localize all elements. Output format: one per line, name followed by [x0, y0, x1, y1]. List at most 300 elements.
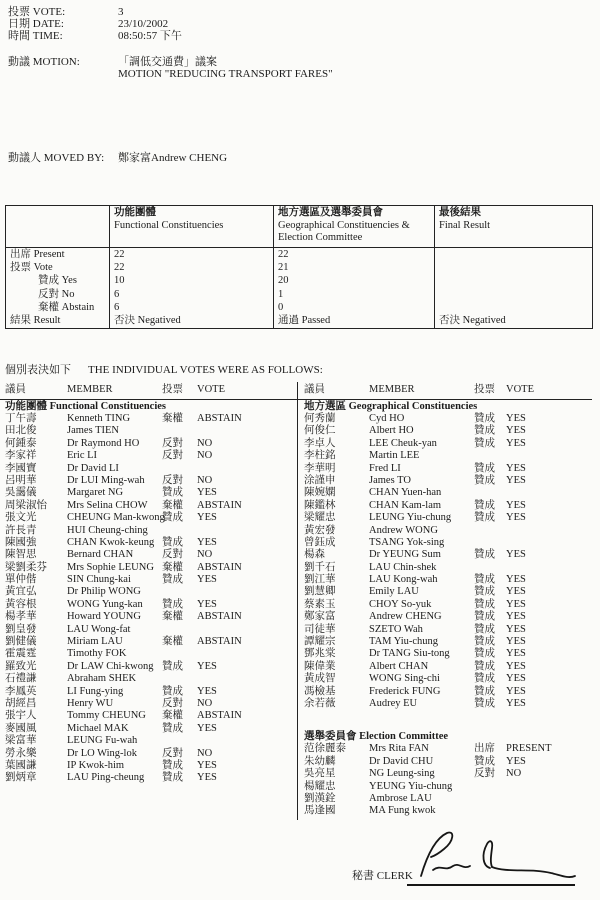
member-vote-cn: 贊成 — [474, 697, 495, 709]
summary-functional-value: 6 — [109, 288, 273, 301]
member-vote-en — [197, 624, 296, 636]
summary-row-label: 結果 Result — [10, 315, 61, 327]
member-name-cn: 劉江華 — [304, 574, 336, 586]
member-name-cn: 李柱銘 — [304, 450, 336, 462]
member-vote-en: YES — [506, 660, 526, 672]
member-vote-cn: 贊成 — [474, 755, 495, 767]
member-vote-row — [0, 698, 296, 710]
member-vote-cn: 贊成 — [162, 685, 183, 697]
member-vote-en: YES — [506, 685, 526, 697]
member-vote-row — [298, 562, 594, 574]
member-table-header-left — [0, 383, 296, 400]
summary-data-row — [6, 261, 592, 274]
member-name-cn: 丁午壽 — [5, 413, 37, 424]
member-vote-en: ABSTAIN — [197, 413, 242, 424]
member-vote-row — [298, 611, 594, 623]
member-vote-en: YES — [506, 499, 526, 511]
summary-geographical-value: 20 — [273, 274, 434, 287]
member-vote-row — [0, 574, 296, 586]
member-name-cn: 蔡素玉 — [304, 598, 336, 610]
summary-final-result-value: 否決 Negatived — [434, 314, 592, 327]
geographical-votes-column — [298, 383, 594, 818]
member-vote-cn: 棄權 — [162, 413, 183, 424]
member-vote-row — [0, 599, 296, 611]
summary-data-row — [6, 288, 592, 301]
date-label: 日期 DATE: — [8, 18, 64, 30]
member-name-en: Dr Philip WONG — [67, 586, 141, 598]
member-vote-cn — [474, 793, 506, 805]
member-name-en: NG Leung-sing — [369, 768, 435, 780]
summary-row-label: 投票 Vote — [10, 261, 53, 273]
individual-votes-title — [5, 364, 565, 376]
member-vote-cn: 贊成 — [474, 462, 495, 474]
member-name-cn: 楊耀忠 — [304, 780, 336, 792]
member-vote-en — [506, 793, 594, 805]
summary-final-result-value — [434, 274, 592, 287]
member-name-en: Tommy CHEUNG — [67, 710, 146, 722]
member-name-en: LI Fung-ying — [67, 685, 124, 697]
member-vote-en: YES — [197, 598, 217, 610]
member-vote-cn: 贊成 — [474, 685, 495, 697]
member-vote-en: NO — [197, 437, 213, 449]
member-name-en: IP Kwok-him — [67, 759, 125, 771]
member-vote-row — [298, 574, 594, 586]
member-name-en: James TIEN — [67, 425, 120, 437]
member-vote-cn: 贊成 — [162, 598, 183, 610]
motion-row — [8, 56, 568, 80]
motion-label: 動議 MOTION: — [8, 56, 80, 68]
summary-col-functional: 功能團體 Functional Constituencies — [109, 206, 273, 247]
moved-by-label: 動議人 MOVED BY: — [8, 152, 105, 164]
member-vote-en: YES — [197, 487, 217, 499]
member-vote-en: ABSTAIN — [197, 636, 242, 648]
member-vote-row — [0, 475, 296, 487]
member-name-cn: 劉漢銓 — [304, 792, 336, 804]
member-name-en: LEE Cheuk-yan — [369, 437, 437, 449]
member-name-cn: 許長青 — [5, 524, 37, 536]
member-name-en: CHAN Yuen-han — [369, 487, 442, 499]
member-vote-row — [298, 537, 594, 549]
member-vote-row — [0, 648, 296, 660]
member-name-en: Frederick FUNG — [369, 685, 441, 697]
member-vote-en: YES — [506, 623, 526, 635]
member-col-cn: 議員 — [304, 384, 325, 395]
member-vote-cn: 贊成 — [474, 512, 495, 524]
member-name-cn: 呂明華 — [5, 474, 37, 486]
member-vote-en — [197, 735, 296, 747]
member-vote-row — [298, 793, 594, 805]
member-name-en: Andrew WONG — [369, 524, 438, 536]
member-vote-en — [506, 450, 594, 462]
member-vote-en: YES — [506, 413, 526, 424]
member-vote-en: ABSTAIN — [197, 611, 242, 623]
member-vote-cn — [474, 562, 506, 574]
member-name-cn: 石禮謙 — [5, 673, 37, 685]
member-name-cn: 梁富華 — [5, 735, 37, 747]
member-name-cn: 譚耀宗 — [304, 636, 336, 648]
date-value: 23/10/2002 — [118, 18, 169, 30]
member-name-en: SZETO Wah — [369, 623, 423, 635]
member-vote-en: YES — [506, 462, 526, 474]
member-vote-row — [0, 772, 296, 784]
member-vote-en: NO — [197, 549, 213, 561]
member-name-cn: 范徐麗泰 — [304, 743, 346, 755]
member-name-en: Albert CHAN — [369, 660, 429, 672]
member-name-en: Margaret NG — [67, 487, 124, 499]
member-vote-en — [197, 648, 296, 660]
member-name-en: LAU Chin-shek — [369, 561, 437, 573]
member-name-cn: 麥國風 — [5, 722, 37, 734]
member-vote-en: NO — [506, 768, 522, 780]
member-col-en: MEMBER — [67, 384, 113, 395]
member-vote-cn — [162, 624, 197, 636]
member-name-cn: 羅致光 — [5, 660, 37, 672]
member-vote-cn: 贊成 — [162, 660, 183, 672]
member-vote-cn — [162, 463, 197, 475]
member-vote-cn: 贊成 — [474, 413, 495, 424]
member-vote-cn: 贊成 — [162, 722, 183, 734]
member-name-en: Albert HO — [369, 425, 414, 437]
clerk-signature-scribble — [403, 826, 578, 884]
member-name-en: CHOY So-yuk — [369, 598, 432, 610]
member-vote-cn: 贊成 — [162, 574, 183, 586]
member-vote-en: YES — [506, 549, 526, 561]
member-name-en: Cyd HO — [369, 413, 405, 424]
member-name-cn: 李鳳英 — [5, 685, 37, 697]
summary-row-label: 棄權 Abstain — [38, 302, 95, 314]
member-vote-cn: 棄權 — [162, 499, 183, 511]
member-name-en: Dr Raymond HO — [67, 437, 140, 449]
member-col-en: MEMBER — [369, 384, 415, 395]
summary-header-row — [6, 206, 592, 248]
member-vote-en — [197, 586, 296, 598]
member-name-en: Kenneth TING — [67, 413, 131, 424]
member-vote-en: YES — [197, 759, 217, 771]
member-vote-en — [197, 425, 296, 437]
member-name-en: Eric LI — [67, 450, 98, 462]
member-vote-en: YES — [506, 648, 526, 660]
summary-final-result-value — [434, 288, 592, 301]
vote-col-cn: 投票 — [162, 384, 183, 395]
member-name-en: Martin LEE — [369, 450, 420, 462]
member-name-en: CHAN Kwok-keung — [67, 536, 155, 548]
summary-final-result-value — [434, 261, 592, 274]
member-vote-cn: 棄權 — [162, 636, 183, 648]
member-vote-row — [0, 413, 296, 425]
member-vote-cn: 贊成 — [474, 623, 495, 635]
member-name-cn: 楊森 — [304, 549, 325, 561]
member-vote-row — [0, 636, 296, 648]
member-vote-cn: 贊成 — [474, 636, 495, 648]
member-vote-row — [0, 500, 296, 512]
member-vote-row — [298, 673, 594, 685]
member-vote-cn: 出席 — [474, 743, 495, 755]
member-vote-row — [298, 686, 594, 698]
member-name-cn: 李卓人 — [304, 437, 336, 449]
summary-geographical-value: 22 — [273, 248, 434, 261]
time-value: 08:50:57 下午 — [118, 30, 182, 42]
summary-col-final-result: 最後結果 Final Result — [434, 206, 592, 247]
member-name-en: Dr YEUNG Sum — [369, 549, 441, 561]
member-name-en: WONG Sing-chi — [369, 673, 440, 685]
member-vote-row — [298, 781, 594, 793]
member-name-cn: 曾鈺成 — [304, 536, 336, 548]
member-name-en: TAM Yiu-chung — [369, 636, 439, 648]
summary-data-row — [6, 274, 592, 287]
member-name-cn: 劉皇發 — [5, 623, 37, 635]
member-vote-cn — [162, 673, 197, 685]
member-vote-en: ABSTAIN — [197, 561, 242, 573]
member-vote-en: NO — [197, 747, 213, 759]
member-name-en: Timothy FOK — [67, 648, 127, 660]
member-name-cn: 張文光 — [5, 512, 37, 524]
member-vote-row — [0, 425, 296, 437]
member-name-cn: 黃宜弘 — [5, 586, 37, 598]
member-vote-en: YES — [506, 755, 526, 767]
time-label: 時間 TIME: — [8, 30, 63, 42]
member-vote-cn: 贊成 — [474, 437, 495, 449]
clerk-label: 秘書 CLERK — [352, 870, 413, 882]
member-vote-cn: 贊成 — [162, 512, 183, 524]
member-name-en: Dr LO Wing-lok — [67, 747, 137, 759]
member-vote-en — [506, 805, 594, 817]
member-vote-cn — [474, 781, 506, 793]
member-vote-row — [0, 512, 296, 524]
member-vote-cn — [474, 450, 506, 462]
member-vote-en — [197, 525, 296, 537]
member-vote-en: YES — [197, 772, 217, 784]
geographical-section-heading: 地方選區 Geographical Constituencies — [304, 401, 478, 412]
member-name-cn: 單仲偕 — [5, 574, 37, 586]
summary-col-geographical: 地方選區及選舉委員會 Geographical Constituencies & Election Committee — [273, 206, 434, 247]
member-name-en: LAU Kong-wah — [369, 574, 438, 586]
member-name-en: LEUNG Fu-wah — [67, 735, 138, 747]
member-name-en: Mrs Rita FAN — [369, 743, 429, 755]
member-name-cn: 楊孝華 — [5, 611, 37, 623]
member-col-cn: 議員 — [5, 384, 26, 395]
summary-row-label: 贊成 Yes — [38, 275, 77, 287]
summary-final-result-value — [434, 248, 592, 261]
functional-section-heading: 功能團體 Functional Constituencies — [5, 401, 167, 412]
member-name-cn: 陳智思 — [5, 549, 37, 561]
member-name-en: Audrey EU — [369, 697, 418, 709]
member-name-cn: 田北俊 — [5, 425, 37, 437]
summary-row-label: 反對 No — [38, 288, 75, 300]
member-vote-row — [298, 438, 594, 450]
member-name-en: Miriam LAU — [67, 636, 123, 648]
member-vote-cn: 贊成 — [474, 474, 495, 486]
member-vote-cn — [474, 805, 506, 817]
member-vote-en: YES — [197, 536, 217, 548]
member-name-cn: 何俊仁 — [304, 425, 336, 437]
member-vote-row — [298, 756, 594, 768]
member-name-cn: 李國寶 — [5, 462, 37, 474]
member-vote-row — [0, 487, 296, 499]
member-vote-row — [0, 586, 296, 598]
member-vote-row — [298, 624, 594, 636]
member-vote-cn — [162, 648, 197, 660]
member-vote-en: YES — [506, 574, 526, 586]
member-vote-cn: 贊成 — [162, 536, 183, 548]
member-vote-cn: 反對 — [162, 437, 183, 449]
member-table-header-right — [298, 383, 594, 400]
member-name-en: CHEUNG Man-kwong — [67, 512, 165, 524]
member-name-en: James TO — [369, 474, 411, 486]
member-name-cn: 霍震霆 — [5, 648, 37, 660]
vote-col-en: VOTE — [506, 384, 534, 395]
member-vote-en: NO — [197, 474, 213, 486]
member-name-en: TSANG Yok-sing — [369, 536, 445, 548]
member-vote-en: YES — [197, 660, 217, 672]
individual-votes-title-cn: 個別表決如下 — [5, 364, 71, 376]
member-name-cn: 余若薇 — [304, 697, 336, 709]
member-name-cn: 胡經昌 — [5, 697, 37, 709]
member-vote-cn: 反對 — [162, 747, 183, 759]
member-vote-en — [506, 537, 594, 549]
member-name-cn: 吳亮星 — [304, 768, 336, 780]
summary-row-label: 出席 Present — [10, 248, 65, 260]
member-vote-row — [0, 463, 296, 475]
member-vote-en: ABSTAIN — [197, 499, 242, 511]
member-name-cn: 葉國謙 — [5, 759, 37, 771]
member-vote-cn — [162, 735, 197, 747]
summary-geographical-value: 21 — [273, 261, 434, 274]
member-vote-row — [298, 698, 594, 710]
member-name-en: MA Fung kwok — [369, 805, 436, 817]
member-vote-row — [0, 549, 296, 561]
member-name-en: LAU Wong-fat — [67, 623, 131, 635]
member-vote-en — [506, 487, 594, 499]
individual-votes-title-en: THE INDIVIDUAL VOTES WERE AS FOLLOWS: — [88, 364, 323, 376]
member-vote-en: PRESENT — [506, 743, 552, 755]
member-vote-cn: 贊成 — [474, 660, 495, 672]
member-vote-row — [298, 661, 594, 673]
member-vote-row — [0, 760, 296, 772]
vote-number-value: 3 — [118, 6, 124, 18]
member-vote-cn — [162, 525, 197, 537]
summary-functional-value: 否決 Negatived — [109, 314, 273, 327]
member-vote-cn — [474, 525, 506, 537]
member-vote-row — [0, 624, 296, 636]
member-vote-row — [298, 425, 594, 437]
member-vote-cn: 棄權 — [162, 611, 183, 623]
member-vote-row — [0, 562, 296, 574]
summary-data-row — [6, 314, 592, 327]
moved-by-value: 鄭家富Andrew CHENG — [118, 152, 228, 164]
summary-functional-value: 22 — [109, 248, 273, 261]
member-name-en: Abraham SHEK — [67, 673, 137, 685]
member-vote-cn: 反對 — [162, 549, 183, 561]
time-row — [8, 30, 568, 42]
member-name-cn: 黃容根 — [5, 598, 37, 610]
member-vote-en: ABSTAIN — [197, 710, 242, 722]
member-vote-cn: 棄權 — [162, 561, 183, 573]
member-name-cn: 劉炳章 — [5, 772, 37, 784]
member-vote-cn: 贊成 — [474, 611, 495, 623]
member-vote-row — [0, 611, 296, 623]
member-name-en: Dr LUI Ming-wah — [67, 474, 145, 486]
member-vote-cn: 贊成 — [474, 598, 495, 610]
member-name-cn: 朱幼麟 — [304, 755, 336, 767]
member-vote-en — [506, 562, 594, 574]
summary-geographical-value: 通過 Passed — [273, 314, 434, 327]
member-vote-cn: 贊成 — [474, 549, 495, 561]
member-vote-row — [298, 768, 594, 780]
summary-corner-cell — [6, 206, 109, 247]
vote-summary-table — [5, 205, 593, 329]
member-vote-row — [0, 525, 296, 537]
member-name-cn: 劉千石 — [304, 561, 336, 573]
member-vote-en: NO — [197, 697, 213, 709]
summary-functional-value: 22 — [109, 261, 273, 274]
member-vote-cn: 反對 — [162, 697, 183, 709]
member-vote-row — [298, 549, 594, 561]
member-vote-en: YES — [506, 437, 526, 449]
member-vote-row — [298, 599, 594, 611]
member-name-en: WONG Yung-kan — [67, 598, 143, 610]
member-vote-cn — [162, 586, 197, 598]
motion-title-cn: 「調低交通費」議案 — [118, 56, 217, 68]
member-vote-cn: 反對 — [162, 474, 183, 486]
member-vote-cn: 贊成 — [474, 648, 495, 660]
member-name-en: Dr David CHU — [369, 755, 434, 767]
member-name-cn: 張宇人 — [5, 710, 37, 722]
member-vote-row — [0, 673, 296, 685]
member-vote-en: YES — [506, 636, 526, 648]
member-vote-row — [0, 438, 296, 450]
member-vote-cn: 贊成 — [474, 673, 495, 685]
member-name-cn: 吳靄儀 — [5, 487, 37, 499]
member-vote-cn: 贊成 — [162, 487, 183, 499]
vote-number-row — [8, 6, 568, 18]
section-gap — [298, 710, 594, 730]
vote-col-en: VOTE — [197, 384, 225, 395]
member-name-en: LEUNG Yiu-chung — [369, 512, 452, 524]
member-name-cn: 梁劉柔芬 — [5, 561, 47, 573]
member-name-en: Dr TANG Siu-tong — [369, 648, 450, 660]
member-name-en: LAU Ping-cheung — [67, 772, 145, 784]
member-name-en: Mrs Selina CHOW — [67, 499, 148, 511]
member-name-en: Dr David LI — [67, 462, 119, 474]
member-name-en: Ambrose LAU — [369, 792, 432, 804]
member-name-cn: 劉慧卿 — [304, 586, 336, 598]
member-name-en: Henry WU — [67, 697, 114, 709]
member-vote-en: YES — [506, 598, 526, 610]
member-vote-row — [298, 636, 594, 648]
member-name-cn: 勞永樂 — [5, 747, 37, 759]
member-name-cn: 黃宏發 — [304, 524, 336, 536]
member-vote-cn: 贊成 — [474, 425, 495, 437]
summary-geographical-value: 1 — [273, 288, 434, 301]
member-name-en: Mrs Sophie LEUNG — [67, 561, 154, 573]
member-name-cn: 陳鑑林 — [304, 499, 336, 511]
member-vote-row — [298, 512, 594, 524]
member-vote-row — [0, 710, 296, 722]
member-vote-row — [0, 723, 296, 735]
member-vote-row — [298, 586, 594, 598]
member-vote-en: YES — [197, 512, 217, 524]
vote-number-label: 投票 VOTE: — [8, 6, 66, 18]
member-name-cn: 梁耀忠 — [304, 512, 336, 524]
member-vote-row — [0, 686, 296, 698]
member-name-cn: 陳國強 — [5, 536, 37, 548]
member-name-cn: 馮檢基 — [304, 685, 336, 697]
member-name-en: Andrew CHENG — [369, 611, 442, 623]
member-vote-row — [0, 450, 296, 462]
member-vote-cn: 反對 — [474, 768, 495, 780]
member-name-cn: 何秀蘭 — [304, 413, 336, 424]
member-vote-row — [298, 525, 594, 537]
